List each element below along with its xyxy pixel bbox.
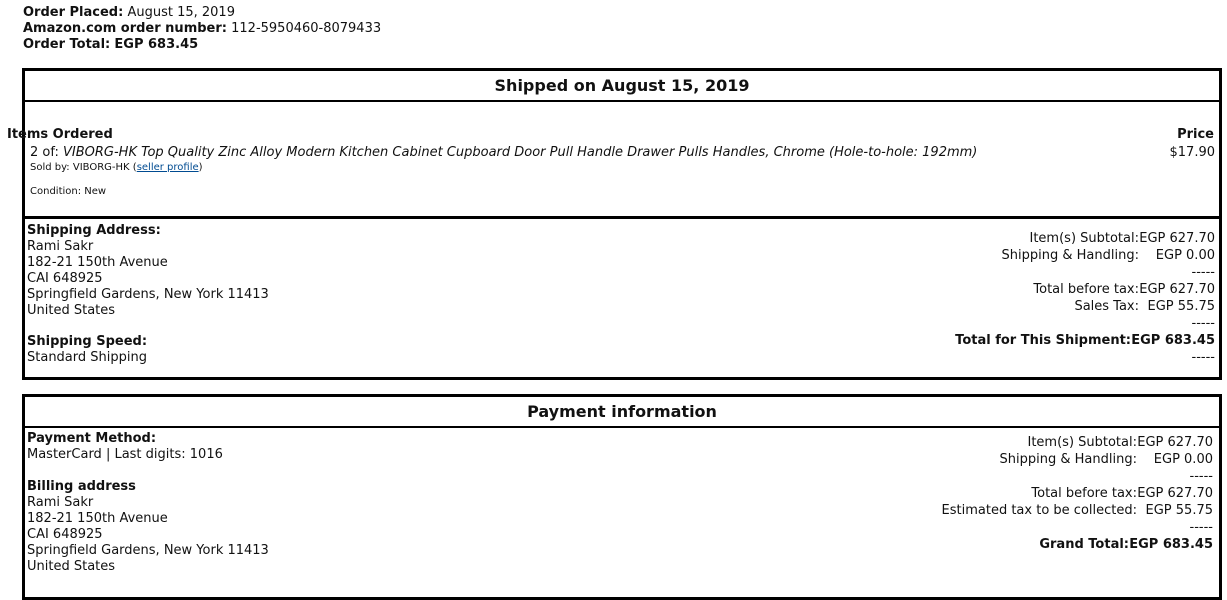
shipping-address-line: United States [27,303,116,318]
item-name: VIBORG-HK Top Quality Zinc Alloy Modern Kitchen Cabinet Cupboard Door Pull Handle Drawer Pulls Handles, Chrome (Hole-to-hole: 192mm) [63,145,978,160]
order-placed-label: Order Placed: [23,5,124,20]
billing-address-line: United States [27,559,116,574]
shipping-speed-value: Standard Shipping [27,350,147,365]
divider-dashes: ----- [1189,469,1213,484]
tax-value: EGP 55.75 [1147,299,1215,314]
order-total-row [23,37,381,53]
subtotal-label: Item(s) Subtotal: [1029,231,1139,246]
price-heading: Price [1177,127,1214,142]
items-ordered-heading: Items Ordered [7,127,113,142]
divider-dashes: ----- [1189,520,1213,535]
shipping-address-line: 182-21 150th Avenue [27,255,168,270]
shipping-address-label: Shipping Address: [27,223,161,238]
shipping-value: EGP 0.00 [1153,452,1213,467]
seller-profile-link[interactable]: seller profile [136,162,199,173]
estimated-tax-value: EGP 55.75 [1145,503,1213,518]
estimated-tax-label: Estimated tax to be collected: [941,503,1137,518]
billing-address-line: CAI 648925 [27,527,103,542]
before-tax-value: EGP 627.70 [1139,282,1215,297]
billing-address-line: Rami Sakr [27,495,94,510]
shipping-address-line: Rami Sakr [27,239,94,254]
subtotal-label: Item(s) Subtotal: [1027,435,1137,450]
divider-dashes: ----- [1191,316,1215,331]
order-header [23,5,381,53]
grand-total-value: EGP 683.45 [1129,537,1213,552]
item-price: $17.90 [1169,145,1215,160]
order-number-value: 112-5950460-8079433 [231,21,382,36]
shipment-divider [25,216,1219,219]
shipping-speed-label: Shipping Speed: [27,334,148,349]
sold-by-label: Sold by: VIBORG-HK [30,162,130,173]
order-total-label: Order Total: [23,37,111,52]
shipment-title: Shipped on August 15, 2019 [25,71,1219,102]
order-number-label: Amazon.com order number: [23,21,227,36]
shipping-address-line: CAI 648925 [27,271,103,286]
tax-label: Sales Tax: [1074,299,1139,314]
billing-address-line: Springfield Gardens, New York 11413 [27,543,269,558]
shipping-label: Shipping & Handling: [1001,248,1139,263]
shipping-address-line: Springfield Gardens, New York 11413 [27,287,269,302]
grand-total-label: Grand Total: [1039,537,1129,552]
subtotal-value: EGP 627.70 [1139,231,1215,246]
payment-title: Payment information [25,397,1219,428]
order-placed-row [23,5,381,21]
shipment-total-label: Total for This Shipment: [955,333,1131,348]
payment-summary [873,434,1213,553]
shipping-value: EGP 0.00 [1155,248,1215,263]
order-total-value: EGP 683.45 [114,37,199,52]
payment-method-value: MasterCard | Last digits: 1016 [27,447,223,462]
item-qty: 2 of: [30,145,59,160]
before-tax-value: EGP 627.70 [1137,486,1213,501]
order-number-row [23,21,381,37]
subtotal-value: EGP 627.70 [1137,435,1213,450]
before-tax-label: Total before tax: [1031,486,1137,501]
payment-method-block [27,431,269,575]
divider-dashes: ----- [1191,265,1215,280]
order-placed-value: August 15, 2019 [127,5,235,20]
item-condition: Condition: New [30,186,107,197]
shipment-total-value: EGP 683.45 [1131,333,1215,348]
before-tax-label: Total before tax: [1033,282,1139,297]
shipping-label: Shipping & Handling: [999,452,1137,467]
payment-method-label: Payment Method: [27,431,157,446]
billing-address-label: Billing address [27,479,136,494]
divider-dashes: ----- [1191,350,1215,365]
sold-by: Sold by: VIBORG-HK (seller profile) [30,162,203,173]
shipping-address-block [27,223,269,366]
shipment-summary [875,230,1215,366]
billing-address-line: 182-21 150th Avenue [27,511,168,526]
item-line [30,145,977,161]
